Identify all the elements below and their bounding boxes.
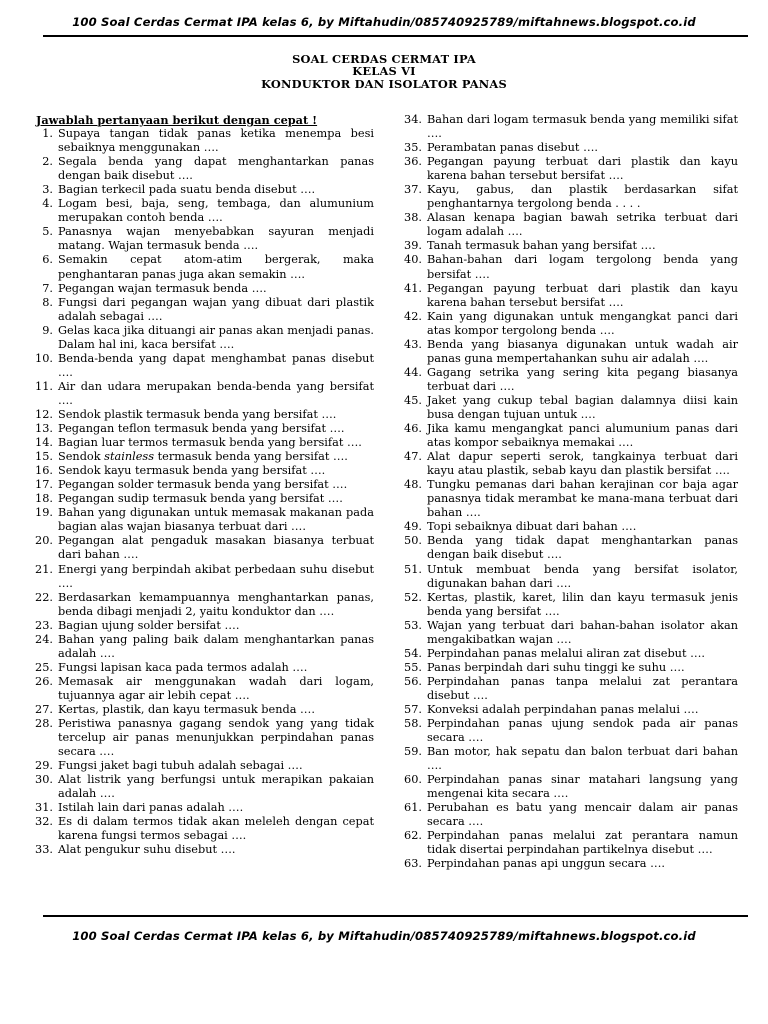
left-column bbox=[34, 113, 374, 857]
question-number: 8. bbox=[42, 295, 53, 309]
question-text: Alasan kenapa bagian bawah setrika terbuat dari logam adalah …. bbox=[427, 211, 738, 239]
question-item bbox=[398, 520, 738, 534]
question-text: Alat listrik yang berfungsi untuk merapikan pakaian adalah …. bbox=[58, 773, 374, 801]
question-text: Perpindahan panas melalui zat perantara namun tidak disertai perpindahan partikelnya disebut …. bbox=[427, 829, 738, 857]
question-text bbox=[58, 450, 374, 464]
question-number: 30. bbox=[35, 773, 53, 787]
question-item bbox=[34, 801, 374, 815]
question-item bbox=[398, 717, 738, 745]
question-number: 44. bbox=[404, 365, 422, 379]
question-number: 9. bbox=[42, 323, 53, 337]
question-item bbox=[34, 506, 374, 534]
question-item bbox=[34, 197, 374, 225]
question-number: 42. bbox=[404, 309, 422, 323]
question-number: 41. bbox=[404, 281, 422, 295]
document-title: SOAL CERDAS CERMAT IPA bbox=[292, 52, 476, 66]
question-text: Panasnya wajan menyebabkan sayuran menjadi matang. Wajan termasuk benda …. bbox=[58, 225, 374, 253]
question-number: 29. bbox=[35, 759, 53, 773]
question-text: Sendok kayu termasuk benda yang bersifat …. bbox=[58, 464, 326, 478]
question-number: 14. bbox=[35, 436, 53, 450]
question-item bbox=[34, 352, 374, 380]
question-item bbox=[398, 239, 738, 253]
question-text: Jika kamu mengangkat panci alumunium panas dari atas kompor sebaiknya memakai …. bbox=[427, 422, 738, 450]
question-number: 53. bbox=[404, 618, 422, 632]
question-text: Perubahan es batu yang mencair dalam air panas secara …. bbox=[427, 801, 738, 829]
question-item bbox=[398, 661, 738, 675]
question-number: 15. bbox=[35, 450, 53, 464]
question-text: Perpindahan panas melalui aliran zat disebut …. bbox=[427, 646, 705, 660]
question-text: Benda yang biasanya digunakan untuk wadah air panas guna mempertahankan suhu air adalah …. bbox=[427, 337, 738, 365]
question-text: Pegangan wajan termasuk benda …. bbox=[58, 281, 267, 295]
question-text: Bagian ujung solder bersifat …. bbox=[58, 618, 240, 632]
question-text: Perambatan panas disebut …. bbox=[427, 141, 598, 155]
question-number: 31. bbox=[35, 801, 53, 815]
question-item bbox=[398, 450, 738, 478]
question-text: Logam besi, baja, seng, tembaga, dan alumunium merupakan contoh benda …. bbox=[58, 197, 374, 225]
question-item bbox=[34, 717, 374, 759]
question-text: Es di dalam termos tidak akan meleleh dengan cepat karena fungsi termos sebagai …. bbox=[58, 815, 374, 843]
question-item bbox=[398, 253, 738, 281]
question-text: Wajan yang terbuat dari bahan-bahan isolator akan mengakibatkan wajan …. bbox=[427, 618, 738, 646]
question-item bbox=[398, 703, 738, 717]
question-number: 5. bbox=[42, 225, 53, 239]
question-item bbox=[34, 703, 374, 717]
question-item bbox=[34, 492, 374, 506]
question-number: 2. bbox=[42, 155, 53, 169]
question-number: 54. bbox=[404, 646, 422, 660]
question-item bbox=[34, 408, 374, 422]
question-item bbox=[398, 394, 738, 422]
page-footer: 100 Soal Cerdas Cermat IPA kelas 6, by Miftahudin/085740925789/miftahnews.blogspot.co.id bbox=[72, 929, 696, 943]
question-text: Pegangan solder termasuk benda yang bersifat …. bbox=[58, 478, 348, 492]
question-item bbox=[34, 183, 374, 197]
question-text: Perpindahan panas ujung sendok pada air panas secara …. bbox=[427, 717, 738, 745]
question-number: 50. bbox=[404, 534, 422, 548]
question-text: Energi yang berpindah akibat perbedaan suhu disebut …. bbox=[58, 562, 374, 590]
question-item bbox=[34, 296, 374, 324]
question-text: Benda yang tidak dapat menghantarkan panas dengan baik disebut …. bbox=[427, 534, 738, 562]
question-item bbox=[34, 661, 374, 675]
question-number: 1. bbox=[42, 127, 53, 141]
question-item bbox=[34, 436, 374, 450]
question-item bbox=[398, 591, 738, 619]
question-text-part: termasuk benda yang bersifat …. bbox=[154, 450, 348, 464]
question-item bbox=[34, 478, 374, 492]
question-text: Alat pengukur suhu disebut …. bbox=[58, 843, 236, 857]
question-text: Bahan dari logam termasuk benda yang memiliki sifat …. bbox=[427, 113, 738, 141]
question-number: 10. bbox=[35, 351, 53, 365]
question-item bbox=[398, 801, 738, 829]
question-text: Pegangan teflon termasuk benda yang bersifat …. bbox=[58, 422, 345, 436]
question-item bbox=[34, 464, 374, 478]
question-number: 32. bbox=[35, 815, 53, 829]
question-number: 62. bbox=[404, 829, 422, 843]
question-item bbox=[34, 815, 374, 843]
question-number: 55. bbox=[404, 660, 422, 674]
question-item bbox=[398, 534, 738, 562]
question-item bbox=[398, 619, 738, 647]
question-text: Kayu, gabus, dan plastik berdasarkan sifat penghantarnya tergolong benda . . . . bbox=[427, 183, 738, 211]
instruction-text: Jawablah pertanyaan berikut dengan cepat ! bbox=[36, 113, 318, 127]
question-item bbox=[398, 211, 738, 239]
question-number: 33. bbox=[35, 843, 53, 857]
question-number: 36. bbox=[404, 155, 422, 169]
question-number: 63. bbox=[404, 857, 422, 871]
question-text: Semakin cepat atom-atim bergerak, maka penghantaran panas juga akan semakin …. bbox=[58, 253, 374, 281]
question-item bbox=[34, 563, 374, 591]
question-item bbox=[34, 450, 374, 464]
question-number: 60. bbox=[404, 773, 422, 787]
question-text: Konveksi adalah perpindahan panas melalui …. bbox=[427, 702, 699, 716]
question-item bbox=[34, 675, 374, 703]
question-text: Alat dapur seperti serok, tangkainya terbuat dari kayu atau plastik, sebab kayu dan plastik bersifat …. bbox=[427, 450, 738, 478]
question-number: 59. bbox=[404, 745, 422, 759]
question-item bbox=[34, 773, 374, 801]
question-item bbox=[34, 225, 374, 253]
question-item bbox=[34, 127, 374, 155]
question-number: 48. bbox=[404, 478, 422, 492]
question-text-part: Sendok bbox=[58, 450, 105, 464]
question-number: 35. bbox=[404, 141, 422, 155]
question-item bbox=[34, 619, 374, 633]
question-number: 18. bbox=[35, 492, 53, 506]
question-number: 11. bbox=[35, 379, 53, 393]
question-number: 61. bbox=[404, 801, 422, 815]
question-number: 25. bbox=[35, 660, 53, 674]
question-text: Kertas, plastik, karet, lilin dan kayu termasuk jenis benda yang bersifat …. bbox=[427, 590, 738, 618]
question-text: Pegangan payung terbuat dari plastik dan kayu karena bahan tersebut bersifat …. bbox=[427, 281, 738, 309]
question-text: Air dan udara merupakan benda-benda yang bersifat …. bbox=[58, 379, 374, 407]
question-text: Segala benda yang dapat menghantarkan panas dengan baik disebut …. bbox=[58, 155, 374, 183]
question-number: 27. bbox=[35, 702, 53, 716]
question-item bbox=[34, 591, 374, 619]
question-item bbox=[398, 183, 738, 211]
question-text: Fungsi dari pegangan wajan yang dibuat dari plastik adalah sebagai …. bbox=[58, 295, 374, 323]
question-text: Gelas kaca jika dituangi air panas akan menjadi panas. Dalam hal ini, kaca bersifat …. bbox=[58, 323, 374, 351]
question-number: 4. bbox=[42, 197, 53, 211]
question-text: Kain yang digunakan untuk mengangkat panci dari atas kompor tergolong benda …. bbox=[427, 309, 738, 337]
question-text: Fungsi jaket bagi tubuh adalah sebagai …. bbox=[58, 759, 303, 773]
question-item bbox=[398, 647, 738, 661]
question-item bbox=[398, 310, 738, 338]
question-text: Bahan yang paling baik dalam menghantarkan panas adalah …. bbox=[58, 632, 374, 660]
question-text: Perpindahan panas sinar matahari langsung yang mengenai kita secara …. bbox=[427, 773, 738, 801]
question-item bbox=[398, 141, 738, 155]
question-item bbox=[398, 857, 738, 871]
question-number: 38. bbox=[404, 211, 422, 225]
question-number: 3. bbox=[42, 183, 53, 197]
question-number: 52. bbox=[404, 590, 422, 604]
question-item bbox=[398, 773, 738, 801]
question-item bbox=[398, 113, 738, 141]
question-text: Bahan-bahan dari logam tergolong benda yang bersifat …. bbox=[427, 253, 738, 281]
page-header: 100 Soal Cerdas Cermat IPA kelas 6, by Miftahudin/085740925789/miftahnews.blogspot.co.id bbox=[72, 15, 696, 29]
question-text: Panas berpindah dari suhu tinggi ke suhu …. bbox=[427, 660, 685, 674]
question-number: 7. bbox=[42, 281, 53, 295]
question-item bbox=[34, 843, 374, 857]
question-item bbox=[398, 829, 738, 857]
question-number: 21. bbox=[35, 562, 53, 576]
question-text: Perpindahan panas tanpa melalui zat perantara disebut …. bbox=[427, 674, 738, 702]
question-item bbox=[398, 282, 738, 310]
question-text: Berdasarkan kemampuannya menghantarkan panas, benda dibagi menjadi 2, yaitu konduktor dan …. bbox=[58, 590, 374, 618]
question-text: Kertas, plastik, dan kayu termasuk benda …. bbox=[58, 702, 315, 716]
question-number: 13. bbox=[35, 422, 53, 436]
question-text: Bagian terkecil pada suatu benda disebut …. bbox=[58, 183, 316, 197]
question-item bbox=[34, 633, 374, 661]
question-number: 23. bbox=[35, 618, 53, 632]
question-text: Peristiwa panasnya gagang sendok yang yang tidak tercelup air panas menunjukkan perpindahan panas secara …. bbox=[58, 717, 374, 759]
question-number: 51. bbox=[404, 562, 422, 576]
question-item bbox=[398, 745, 738, 773]
question-text: Tungku pemanas dari bahan kerajinan cor baja agar panasnya tidak merambat ke mana-mana terbuat dari bahan …. bbox=[427, 478, 738, 520]
question-number: 49. bbox=[404, 520, 422, 534]
question-item bbox=[34, 282, 374, 296]
question-list-right bbox=[398, 113, 738, 872]
question-list-left bbox=[34, 127, 374, 857]
question-text: Tanah termasuk bahan yang bersifat …. bbox=[427, 239, 656, 253]
question-number: 34. bbox=[404, 113, 422, 126]
question-item bbox=[398, 155, 738, 183]
question-number: 6. bbox=[42, 253, 53, 267]
question-item bbox=[398, 338, 738, 366]
question-text: Sendok plastik termasuk benda yang bersifat …. bbox=[58, 407, 337, 421]
question-text: Topi sebaiknya dibuat dari bahan …. bbox=[427, 520, 637, 534]
question-text: Gagang setrika yang sering kita pegang biasanya terbuat dari …. bbox=[427, 365, 738, 393]
question-item bbox=[34, 155, 374, 183]
question-number: 16. bbox=[35, 464, 53, 478]
question-text: Perpindahan panas api unggun secara …. bbox=[427, 857, 665, 871]
question-item bbox=[398, 422, 738, 450]
question-item bbox=[34, 534, 374, 562]
question-number: 12. bbox=[35, 407, 53, 421]
right-column bbox=[398, 113, 738, 872]
question-text: Bahan yang digunakan untuk memasak makanan pada bagian alas wajan biasanya terbuat dari …. bbox=[58, 506, 374, 534]
question-number: 20. bbox=[35, 534, 53, 548]
question-text: Bagian luar termos termasuk benda yang bersifat …. bbox=[58, 436, 362, 450]
question-text: Pegangan payung terbuat dari plastik dan kayu karena bahan tersebut bersifat …. bbox=[427, 155, 738, 183]
question-number: 56. bbox=[404, 674, 422, 688]
question-number: 39. bbox=[404, 239, 422, 253]
document-topic: KONDUKTOR DAN ISOLATOR PANAS bbox=[261, 77, 507, 91]
question-number: 22. bbox=[35, 590, 53, 604]
question-text: Jaket yang cukup tebal bagian dalamnya diisi kain busa dengan tujuan untuk …. bbox=[427, 393, 738, 421]
question-number: 17. bbox=[35, 478, 53, 492]
question-text: Benda-benda yang dapat menghambat panas disebut …. bbox=[58, 351, 374, 379]
question-number: 28. bbox=[35, 717, 53, 731]
question-number: 45. bbox=[404, 393, 422, 407]
footer-divider bbox=[43, 915, 748, 917]
question-number: 58. bbox=[404, 717, 422, 731]
question-item bbox=[34, 422, 374, 436]
question-number: 43. bbox=[404, 337, 422, 351]
document-class: KELAS VI bbox=[352, 64, 416, 78]
question-item bbox=[34, 380, 374, 408]
question-item bbox=[398, 478, 738, 520]
question-text: Istilah lain dari panas adalah …. bbox=[58, 801, 244, 815]
question-text-italic: stainless bbox=[104, 450, 155, 464]
question-item bbox=[34, 324, 374, 352]
question-number: 19. bbox=[35, 506, 53, 520]
question-item bbox=[398, 563, 738, 591]
question-number: 46. bbox=[404, 422, 422, 436]
question-text: Supaya tangan tidak panas ketika menempa besi sebaiknya menggunakan …. bbox=[58, 127, 374, 155]
header-divider bbox=[43, 35, 748, 37]
question-text: Memasak air menggunakan wadah dari logam, tujuannya agar air lebih cepat …. bbox=[58, 674, 374, 702]
question-number: 47. bbox=[404, 450, 422, 464]
question-text: Ban motor, hak sepatu dan balon terbuat dari bahan …. bbox=[427, 745, 738, 773]
question-item bbox=[34, 253, 374, 281]
question-item bbox=[398, 366, 738, 394]
question-number: 57. bbox=[404, 702, 422, 716]
question-number: 24. bbox=[35, 632, 53, 646]
question-item bbox=[398, 675, 738, 703]
question-number: 40. bbox=[404, 253, 422, 267]
question-text: Fungsi lapisan kaca pada termos adalah …. bbox=[58, 660, 308, 674]
question-number: 37. bbox=[404, 183, 422, 197]
question-text: Untuk membuat benda yang bersifat isolator, digunakan bahan dari …. bbox=[427, 562, 738, 590]
question-item bbox=[34, 759, 374, 773]
question-number: 26. bbox=[35, 674, 53, 688]
question-text: Pegangan sudip termasuk benda yang bersifat …. bbox=[58, 492, 343, 506]
question-text: Pegangan alat pengaduk masakan biasanya terbuat dari bahan …. bbox=[58, 534, 374, 562]
